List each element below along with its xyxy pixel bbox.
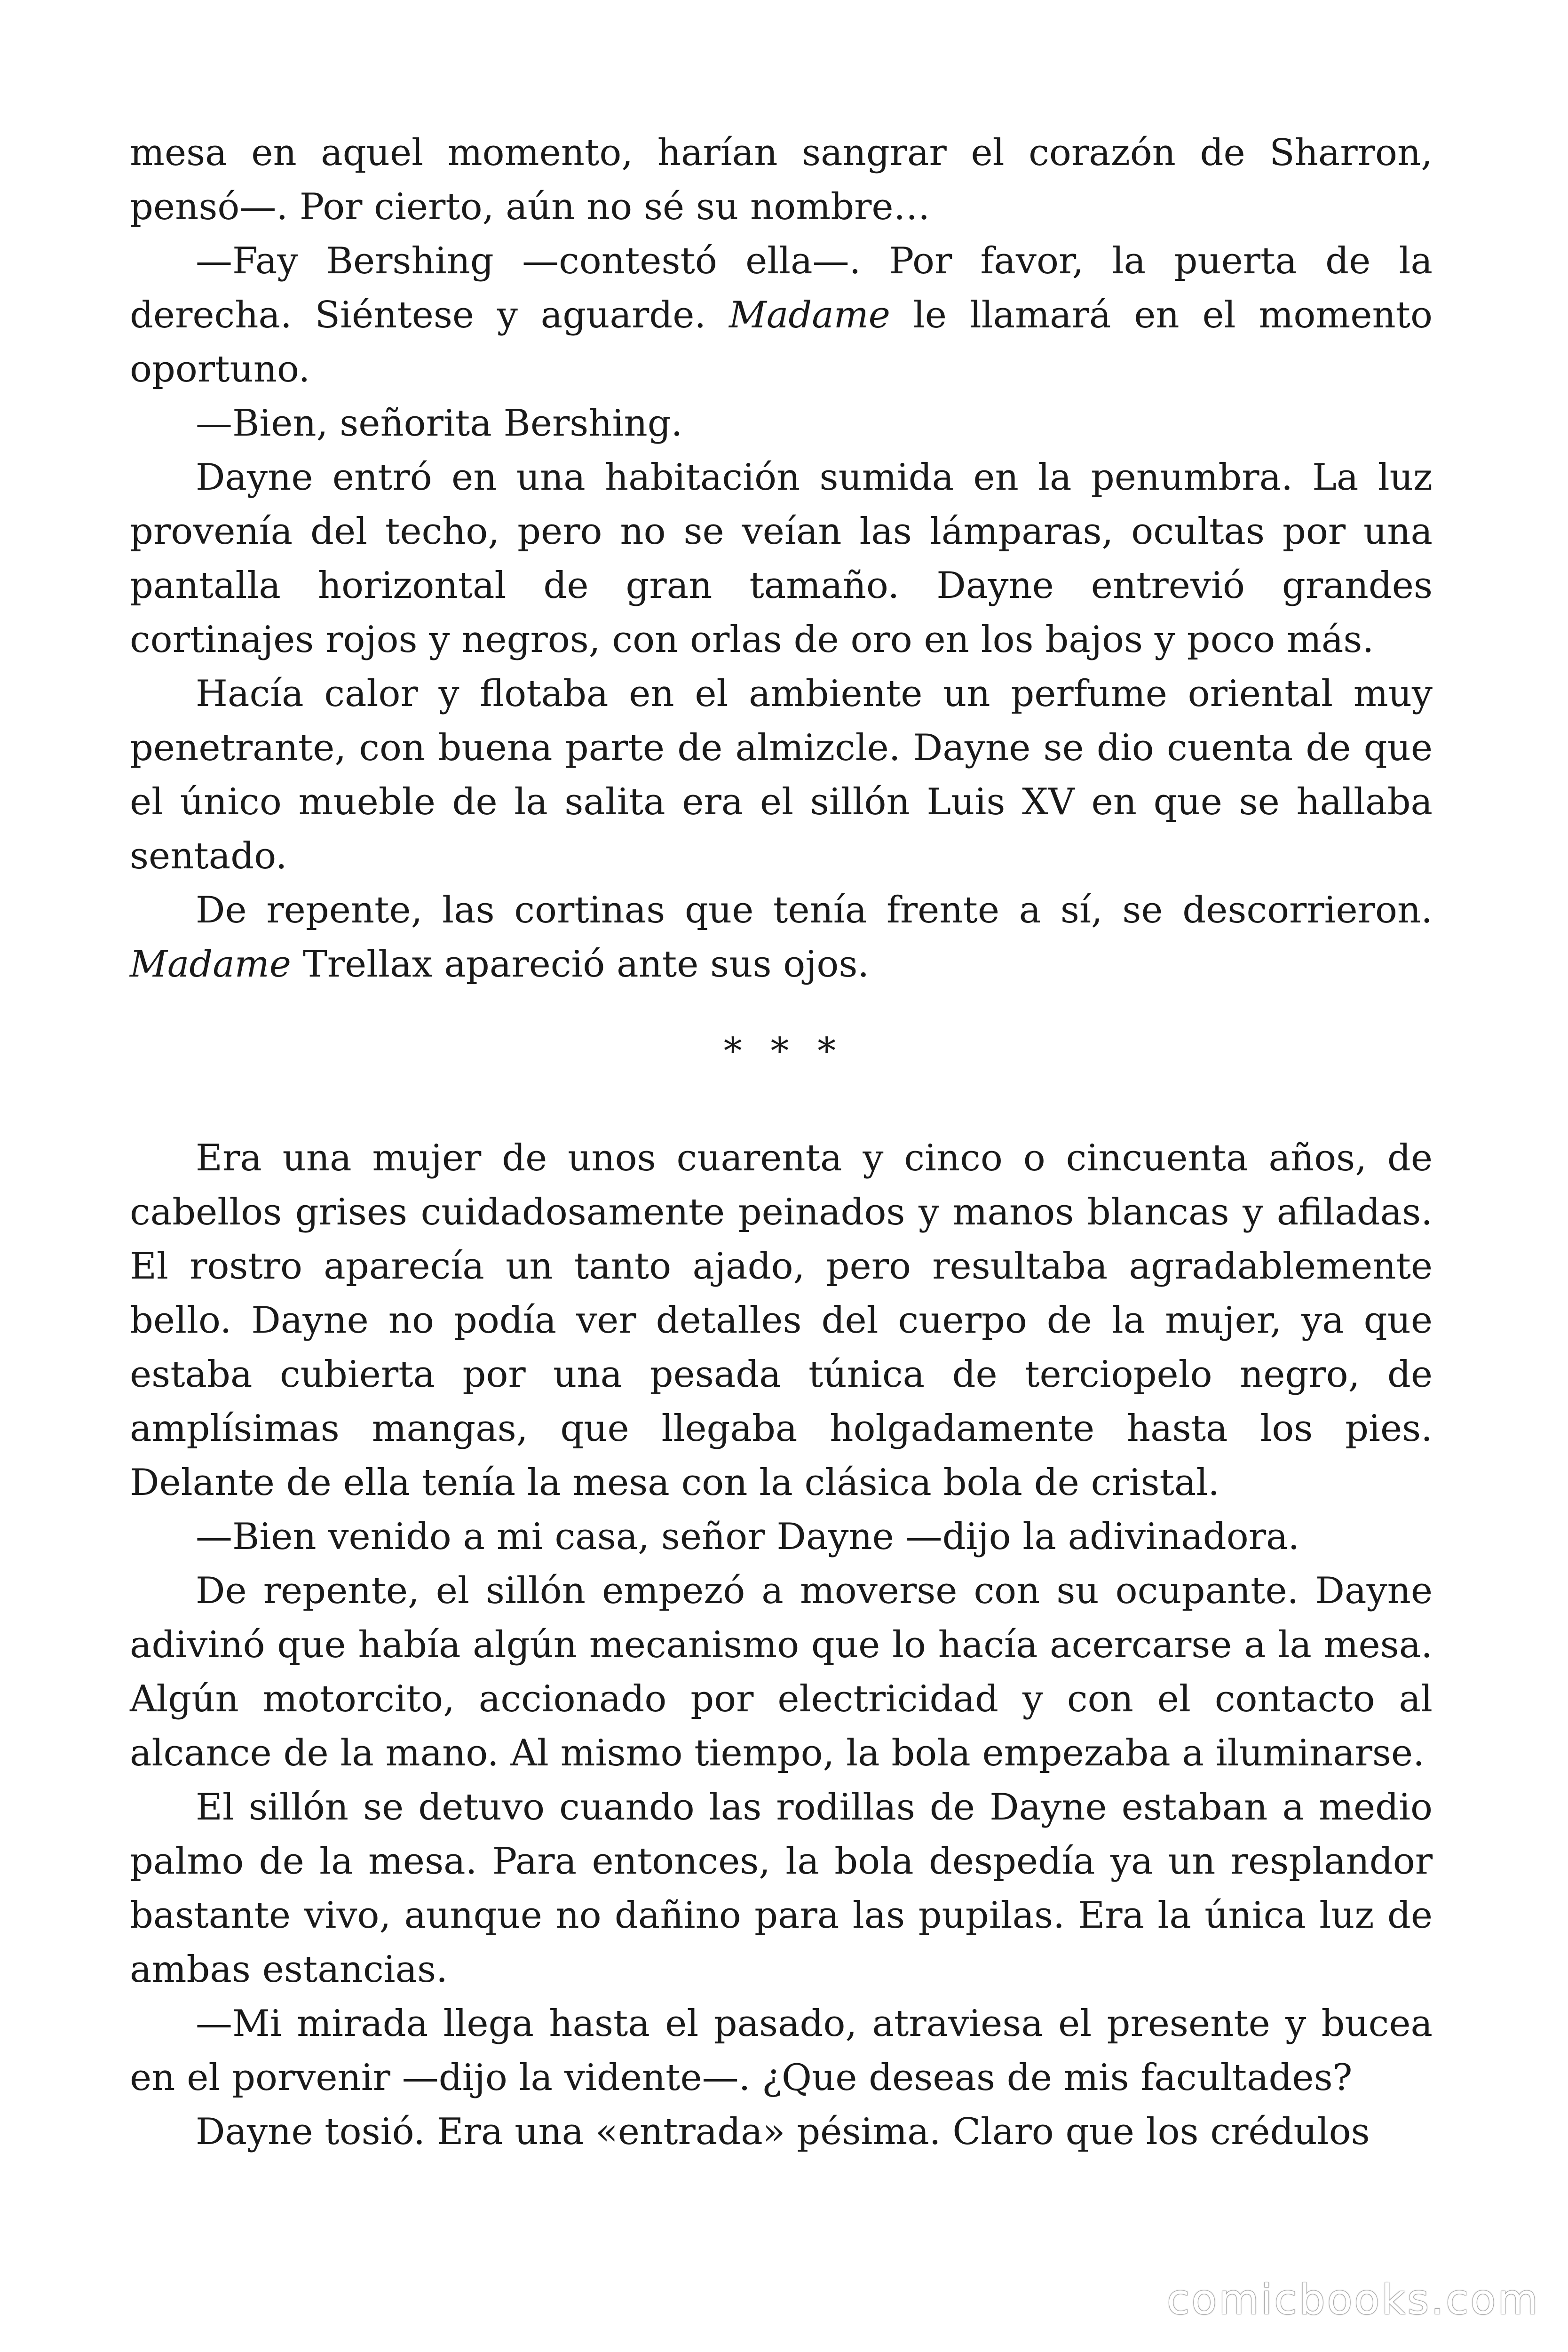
watermark: comicbooks.com (1166, 2275, 1540, 2324)
text-block-bottom (130, 1131, 1433, 2159)
paragraph-text: Era una mujer de unos cuarenta y cinco o cincuenta años, de cabellos grises cuidadosamente peinados y manos blancas y afiladas. El rostro aparecía un tanto ajado, pero resultaba agradablemente bello. Dayne no podía ver detalles del cuerpo de la mujer, ya que estaba cubierta por una pesada túnica de terciopelo negro, de amplísimas mangas, que llegaba holgadamente hasta los pies. Delante de ella tenía la mesa con la clásica bola de cristal. (130, 1137, 1433, 1504)
paragraph (130, 397, 1433, 451)
paragraph-text: El sillón se detuvo cuando las rodillas de Dayne estaban a medio palmo de la mesa. Para entonces, la bola despedía ya un resplandor bastante vivo, aunque no dañino para las pupilas. Era la única luz de ambas estancias. (130, 1786, 1433, 1991)
italic-text: Madame (729, 294, 890, 336)
paragraph-text: mesa en aquel momento, harían sangrar el corazón de Sharron, pensó—. Por cierto, aún no sé su nombre… (130, 132, 1433, 228)
paragraph-text: —Bien venido a mi casa, señor Dayne —dijo la adivinadora. (196, 1516, 1300, 1558)
paragraph (130, 667, 1433, 883)
paragraph-text: Dayne tosió. Era una «entrada» pésima. Claro que los crédulos (196, 2111, 1370, 2153)
paragraph-text: —Fay Bershing —contestó ella—. Por favor, la puerta de la derecha. Siéntese y aguarde. (130, 240, 1433, 336)
paragraph (130, 2105, 1433, 2159)
paragraph (130, 1564, 1433, 1780)
paragraph (130, 1510, 1433, 1564)
paragraph-text: De repente, las cortinas que tenía frente a sí, se descorrieron. (196, 889, 1433, 931)
paragraph (130, 1780, 1433, 1997)
italic-text: Madame (130, 943, 291, 985)
paragraph-text: le llamará en el momento oportuno. (130, 294, 1433, 390)
paragraph-text: Trellax apareció ante sus ojos. (291, 943, 870, 985)
paragraph-text: —Mi mirada llega hasta el pasado, atraviesa el presente y bucea en el porvenir —dijo la vidente—. ¿Que deseas de mis facultades? (130, 2002, 1433, 2099)
paragraph (130, 1131, 1433, 1510)
scene-break: * * * (723, 1030, 845, 1073)
paragraph-text: De repente, el sillón empezó a moverse con su ocupante. Dayne adivinó que había algún mecanismo que lo hacía acercarse a la mesa. Algún motorcito, accionado por electricidad y con el contacto al alcance de la mano. Al mismo tiempo, la bola empezaba a iluminarse. (130, 1570, 1433, 1774)
paragraph-text: —Bien, señorita Bershing. (196, 402, 683, 445)
paragraph (130, 883, 1433, 992)
paragraph (130, 451, 1433, 667)
paragraph-text: Dayne entró en una habitación sumida en la penumbra. La luz provenía del techo, pero no se veían las lámparas, ocultas por una pantalla horizontal de gran tamaño. Dayne entrevió grandes cortinajes rojos y negros, con orlas de oro en los bajos y poco más. (130, 456, 1433, 661)
paragraph-text: Hacía calor y flotaba en el ambiente un perfume oriental muy penetrante, con buena parte de almizcle. Dayne se dio cuenta de que el único mueble de la salita era el sillón Luis XV en que se hallaba sentado. (130, 673, 1433, 877)
paragraph (130, 1997, 1433, 2105)
paragraph (130, 234, 1433, 397)
text-block-top (130, 126, 1433, 992)
paragraph (130, 126, 1433, 234)
